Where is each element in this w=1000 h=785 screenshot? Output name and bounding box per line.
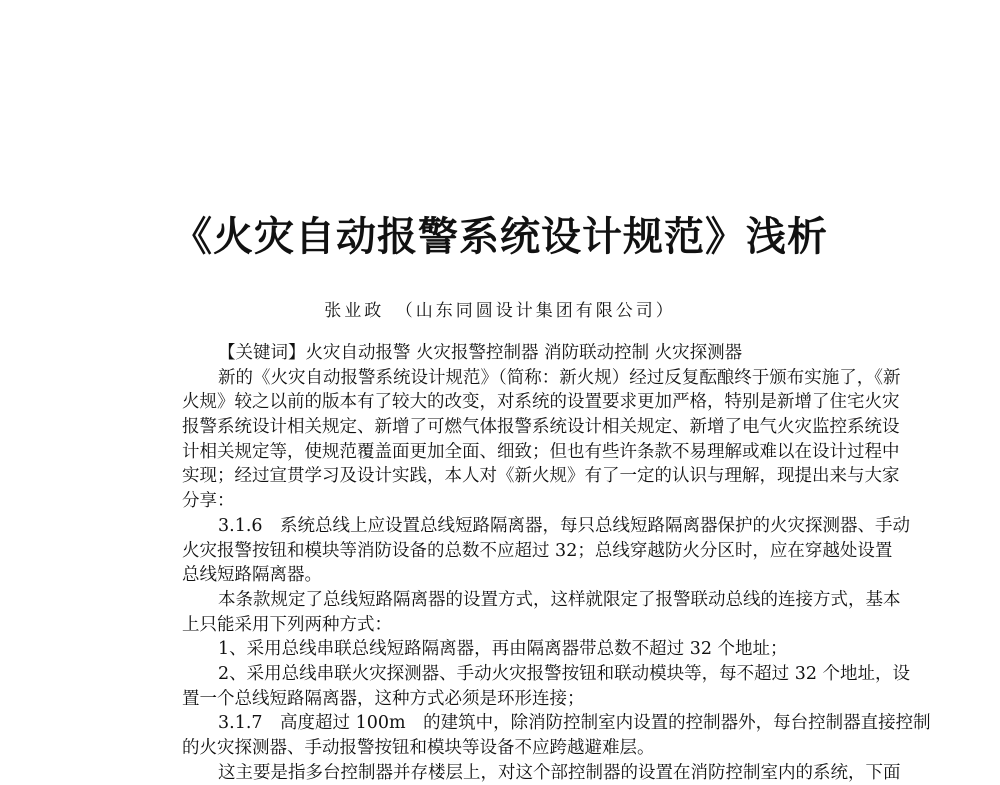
article-body [182,341,931,785]
text-line: 1、采用总线串联总线短路隔离器，再由隔离器带总数不超过 32 个地址； [218,639,788,660]
author-affiliation: 张业政 （山东同圆设计集团有限公司） [324,301,676,321]
text-line: 实现；经过宣贯学习及设计实践，本人对《新火规》有了一定的认识与理解，现提出来与大家 [182,466,900,487]
text-line: 计相关规定等，使规范覆盖面更加全面、细致；但也有些许条款不易理解或难以在设计过程中 [182,441,900,462]
text-line: 分享： [182,491,235,512]
document-title: 《火灾自动报警系统设计规范》浅析 [172,213,828,260]
text-line: 的火灾探测器、手动报警按钮和模块等设备不应跨越避难层。 [182,738,655,758]
text-line: 新的《火灾自动报警系统设计规范》（简称：新火规）经过反复酝酿终于颁布实施了，《新 [218,367,901,388]
text-line: 置一个总线短路隔离器，这种方式必须是环形连接； [182,688,585,709]
text-line: 3.1.7 高度超过 100m 的建筑中，除消防控制室内设置的控制器外，每台控制器直接控制 [218,713,931,734]
text-line: 上只能采用下列两种方式： [182,614,392,635]
text-line: 报警系统设计相关规定、新增了可燃气体报警系统设计相关规定、新增了电气火灾监控系统设 [182,417,900,438]
text-line: 2、采用总线串联火灾探测器、手动火灾报警按钮和联动模块等，每不超过 32 个地址，设 [218,663,911,684]
text-line: 火规》较之以前的版本有了较大的改变，对系统的设置要求更加严格，特别是新增了住宅火灾 [182,392,900,413]
text-line: 总线短路隔离器。 [182,565,322,586]
text-line: 本条款规定了总线短路隔离器的设置方式，这样就限定了报警联动总线的连接方式，基本 [218,589,901,610]
text-line: 火灾报警按钮和模块等消防设备的总数不应超过 32；总线穿越防火分区时，应在穿越处设置 [182,540,893,561]
text-line: 【关键词】火灾自动报警 火灾报警控制器 消防联动控制 火灾探测器 [218,343,743,363]
text-line: 这主要是指多台控制器并存楼层上，对这个部控制器的设置在消防控制室内的系统，下面 [218,762,901,783]
text-line: 3.1.6 系统总线上应设置总线短路隔离器，每只总线短路隔离器保护的火灾探测器、手动 [218,515,911,536]
